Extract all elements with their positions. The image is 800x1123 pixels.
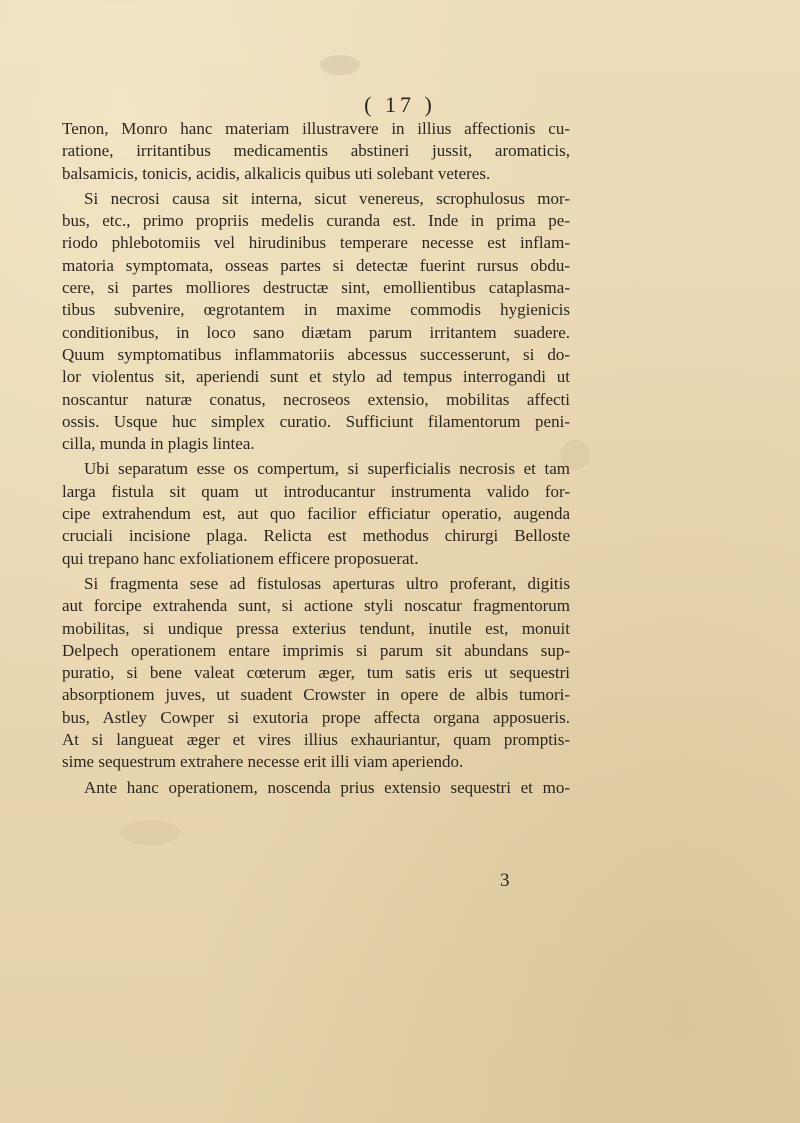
text-line: Ante hanc operationem, noscenda prius extensio sequestri et mo- (84, 777, 570, 797)
text-line: conditionibus, in loco sano diætam parum irritantem suadere. (62, 322, 570, 342)
text-line: noscantur naturæ conatus, necroseos extensio, mobilitas affecti (62, 389, 570, 409)
text-line: qui trepano hanc exfoliationem efficere proposuerat. (62, 548, 419, 568)
text-line: larga fistula sit quam ut introducantur instrumenta valido for- (62, 481, 570, 501)
paragraph (62, 777, 570, 799)
text-line: aut forcipe extrahenda sunt, si actione styli noscatur fragmentorum (62, 596, 570, 616)
text-line: ratione, irritantibus medicamentis abstineri jussit, aromaticis, (62, 141, 570, 161)
text-line: cruciali incisione plaga. Relicta est methodus chirurgi Belloste (62, 526, 570, 546)
paper-stain (120, 820, 180, 845)
text-line: cipe extrahendum est, aut quo facilior efficiatur operatio, augenda (62, 504, 570, 524)
text-line: balsamicis, tonicis, acidis, alkalicis quibus uti solebant veteres. (62, 163, 491, 183)
text-line: ossis. Usque huc simplex curatio. Sufficiunt filamentorum peni- (62, 411, 570, 431)
paper-stain (320, 55, 360, 75)
text-line: mobilitas, si undique pressa exterius tendunt, inutile est, monuit (62, 618, 570, 638)
text-line: Quum symptomatibus inflammatoriis abcessus successerunt, si do- (62, 344, 570, 364)
paragraph (62, 118, 570, 185)
text-line: cere, si partes molliores destructæ sint, emollientibus cataplasma- (62, 278, 570, 298)
body-text (62, 118, 570, 802)
text-line: cilla, munda in plagis lintea. (62, 434, 255, 454)
text-line: puratio, si bene valeat cœterum æger, tum satis eris ut sequestri (62, 663, 570, 683)
text-line: bus, etc., primo propriis medelis curanda est. Inde in prima pe- (62, 211, 570, 231)
text-line: Si necrosi causa sit interna, sicut venereus, scrophulosus mor- (84, 188, 570, 208)
text-line: Ubi separatum esse os compertum, si superficialis necrosis et tam (84, 459, 570, 479)
paragraph (62, 188, 570, 456)
text-line: riodo phlebotomiis vel hirudinibus temperare necesse est inflam- (62, 233, 570, 253)
text-line: bus, Astley Cowper si exutoria prope affecta organa apposueris. (62, 707, 570, 727)
text-line: tibus subvenire, œgrotantem in maxime commodis hygienicis (62, 300, 570, 320)
paragraph (62, 458, 570, 569)
text-line: absorptionem juves, ut suadent Crowster in opere de albis tumori- (62, 685, 570, 705)
text-line: Tenon, Monro hanc materiam illustravere in illius affectionis cu- (62, 119, 570, 138)
text-line: At si langueat æger et vires illius exhauriantur, quam promptis- (62, 730, 570, 750)
text-line: sime sequestrum extrahere necesse erit illi viam aperiendo. (62, 752, 464, 772)
text-line: Si fragmenta sese ad fistulosas aperturas ultro proferant, digitis (84, 573, 570, 593)
text-line: lor violentus sit, aperiendi sunt et stylo ad tempus interrogandi ut (62, 367, 570, 387)
page-number: ( 17 ) (364, 92, 436, 117)
paragraph (62, 573, 570, 774)
text-line: matoria symptomata, osseas partes si detectæ fuerint rursus obdu- (62, 255, 570, 275)
text-line: Delpech operationem entare imprimis si parum sit abundans sup- (62, 640, 570, 660)
signature-mark: 3 (500, 870, 510, 891)
